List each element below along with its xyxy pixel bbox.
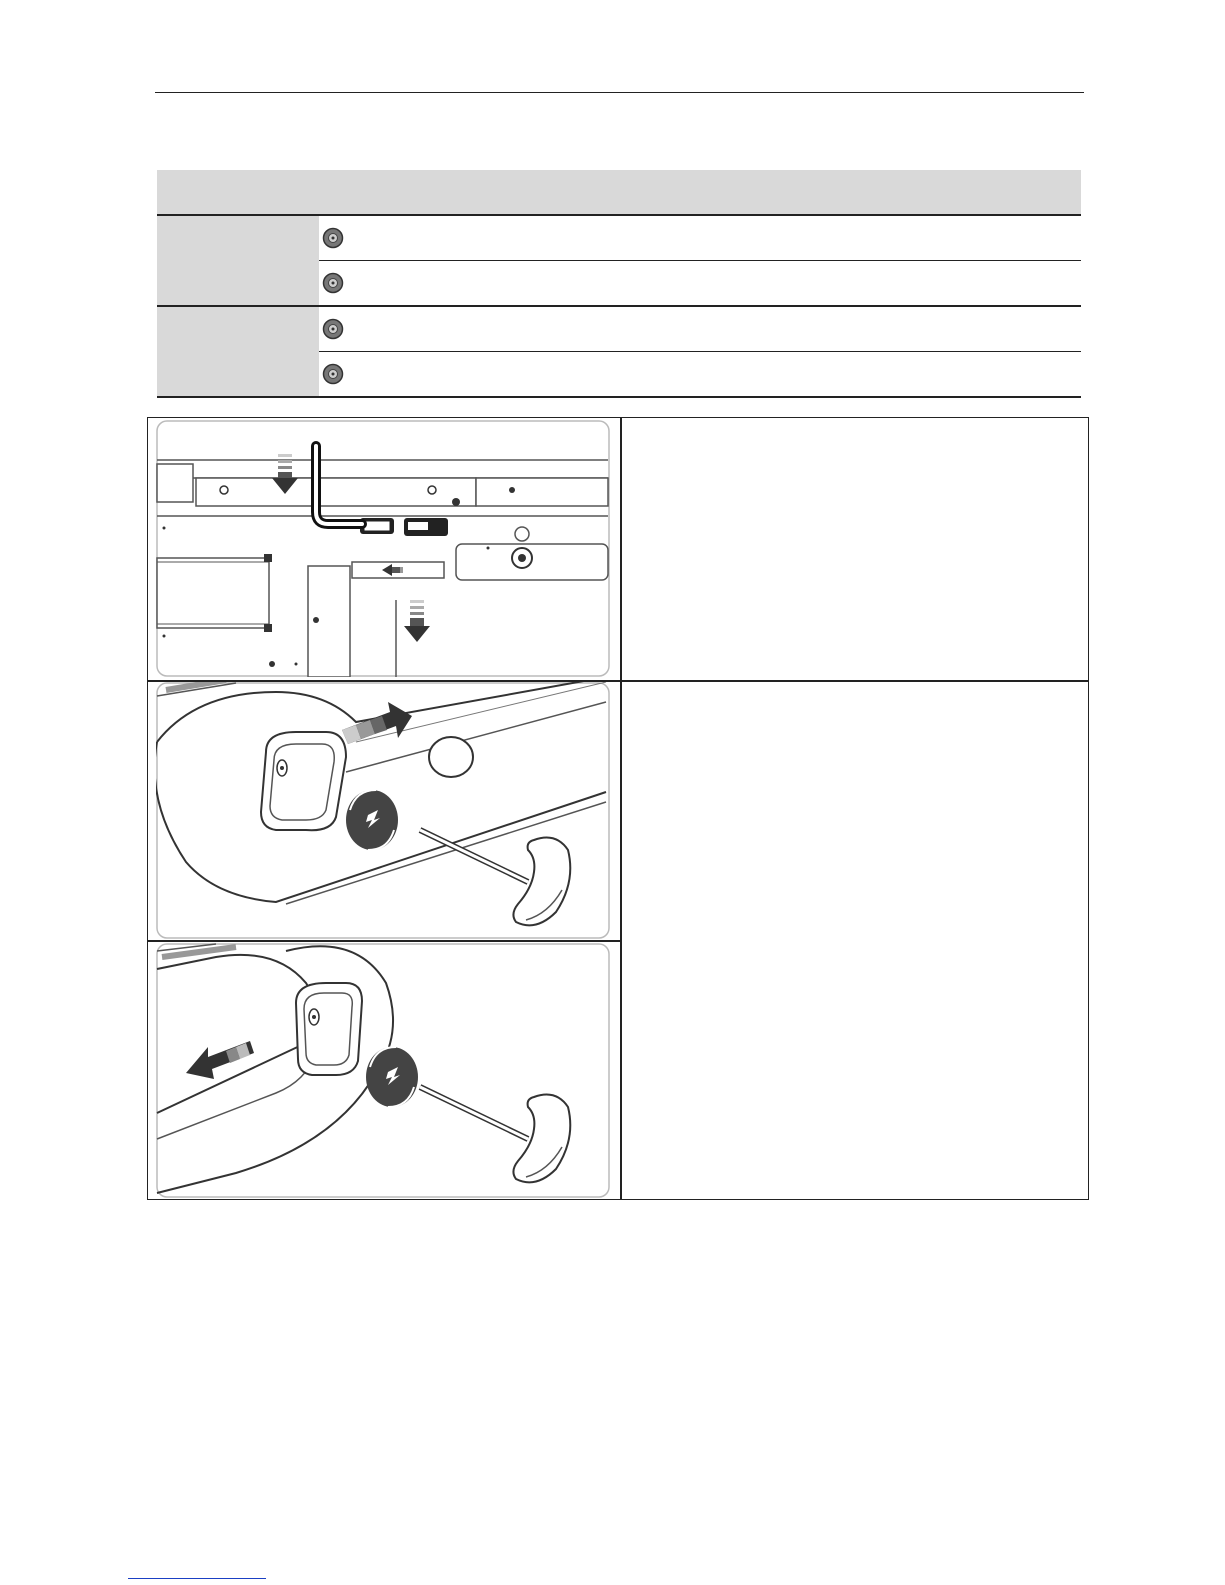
illustration-roller-adjust-2 <box>156 943 610 1198</box>
disc-bullet-icon <box>322 363 344 385</box>
disc-bullet-icon <box>322 227 344 249</box>
spec-table-header <box>157 170 1081 216</box>
figure-1-description <box>622 420 1088 678</box>
spec-row <box>319 307 1081 351</box>
disc-bullet-icon <box>322 318 344 340</box>
illustration-frame-hex-key <box>156 420 610 677</box>
disc-bullet-icon <box>322 272 344 294</box>
spec-group-2 <box>157 307 1081 398</box>
footer-link-underline <box>128 1578 266 1579</box>
spec-table <box>157 170 1081 398</box>
spec-row <box>319 260 1081 305</box>
illustration-roller-adjust-1 <box>156 682 610 939</box>
spec-row <box>319 216 1081 260</box>
page-header-rule <box>155 92 1084 93</box>
figure-table <box>147 417 1089 1200</box>
rotate-arrows-icon <box>366 1047 418 1107</box>
spec-row <box>319 351 1081 396</box>
spec-group-2-label <box>157 307 319 396</box>
figure-row-divider-left <box>148 940 620 942</box>
rotate-arrows-icon <box>346 790 398 850</box>
spec-group-1-label <box>157 216 319 305</box>
figure-2-description <box>622 682 1088 1198</box>
spec-group-1 <box>157 216 1081 307</box>
